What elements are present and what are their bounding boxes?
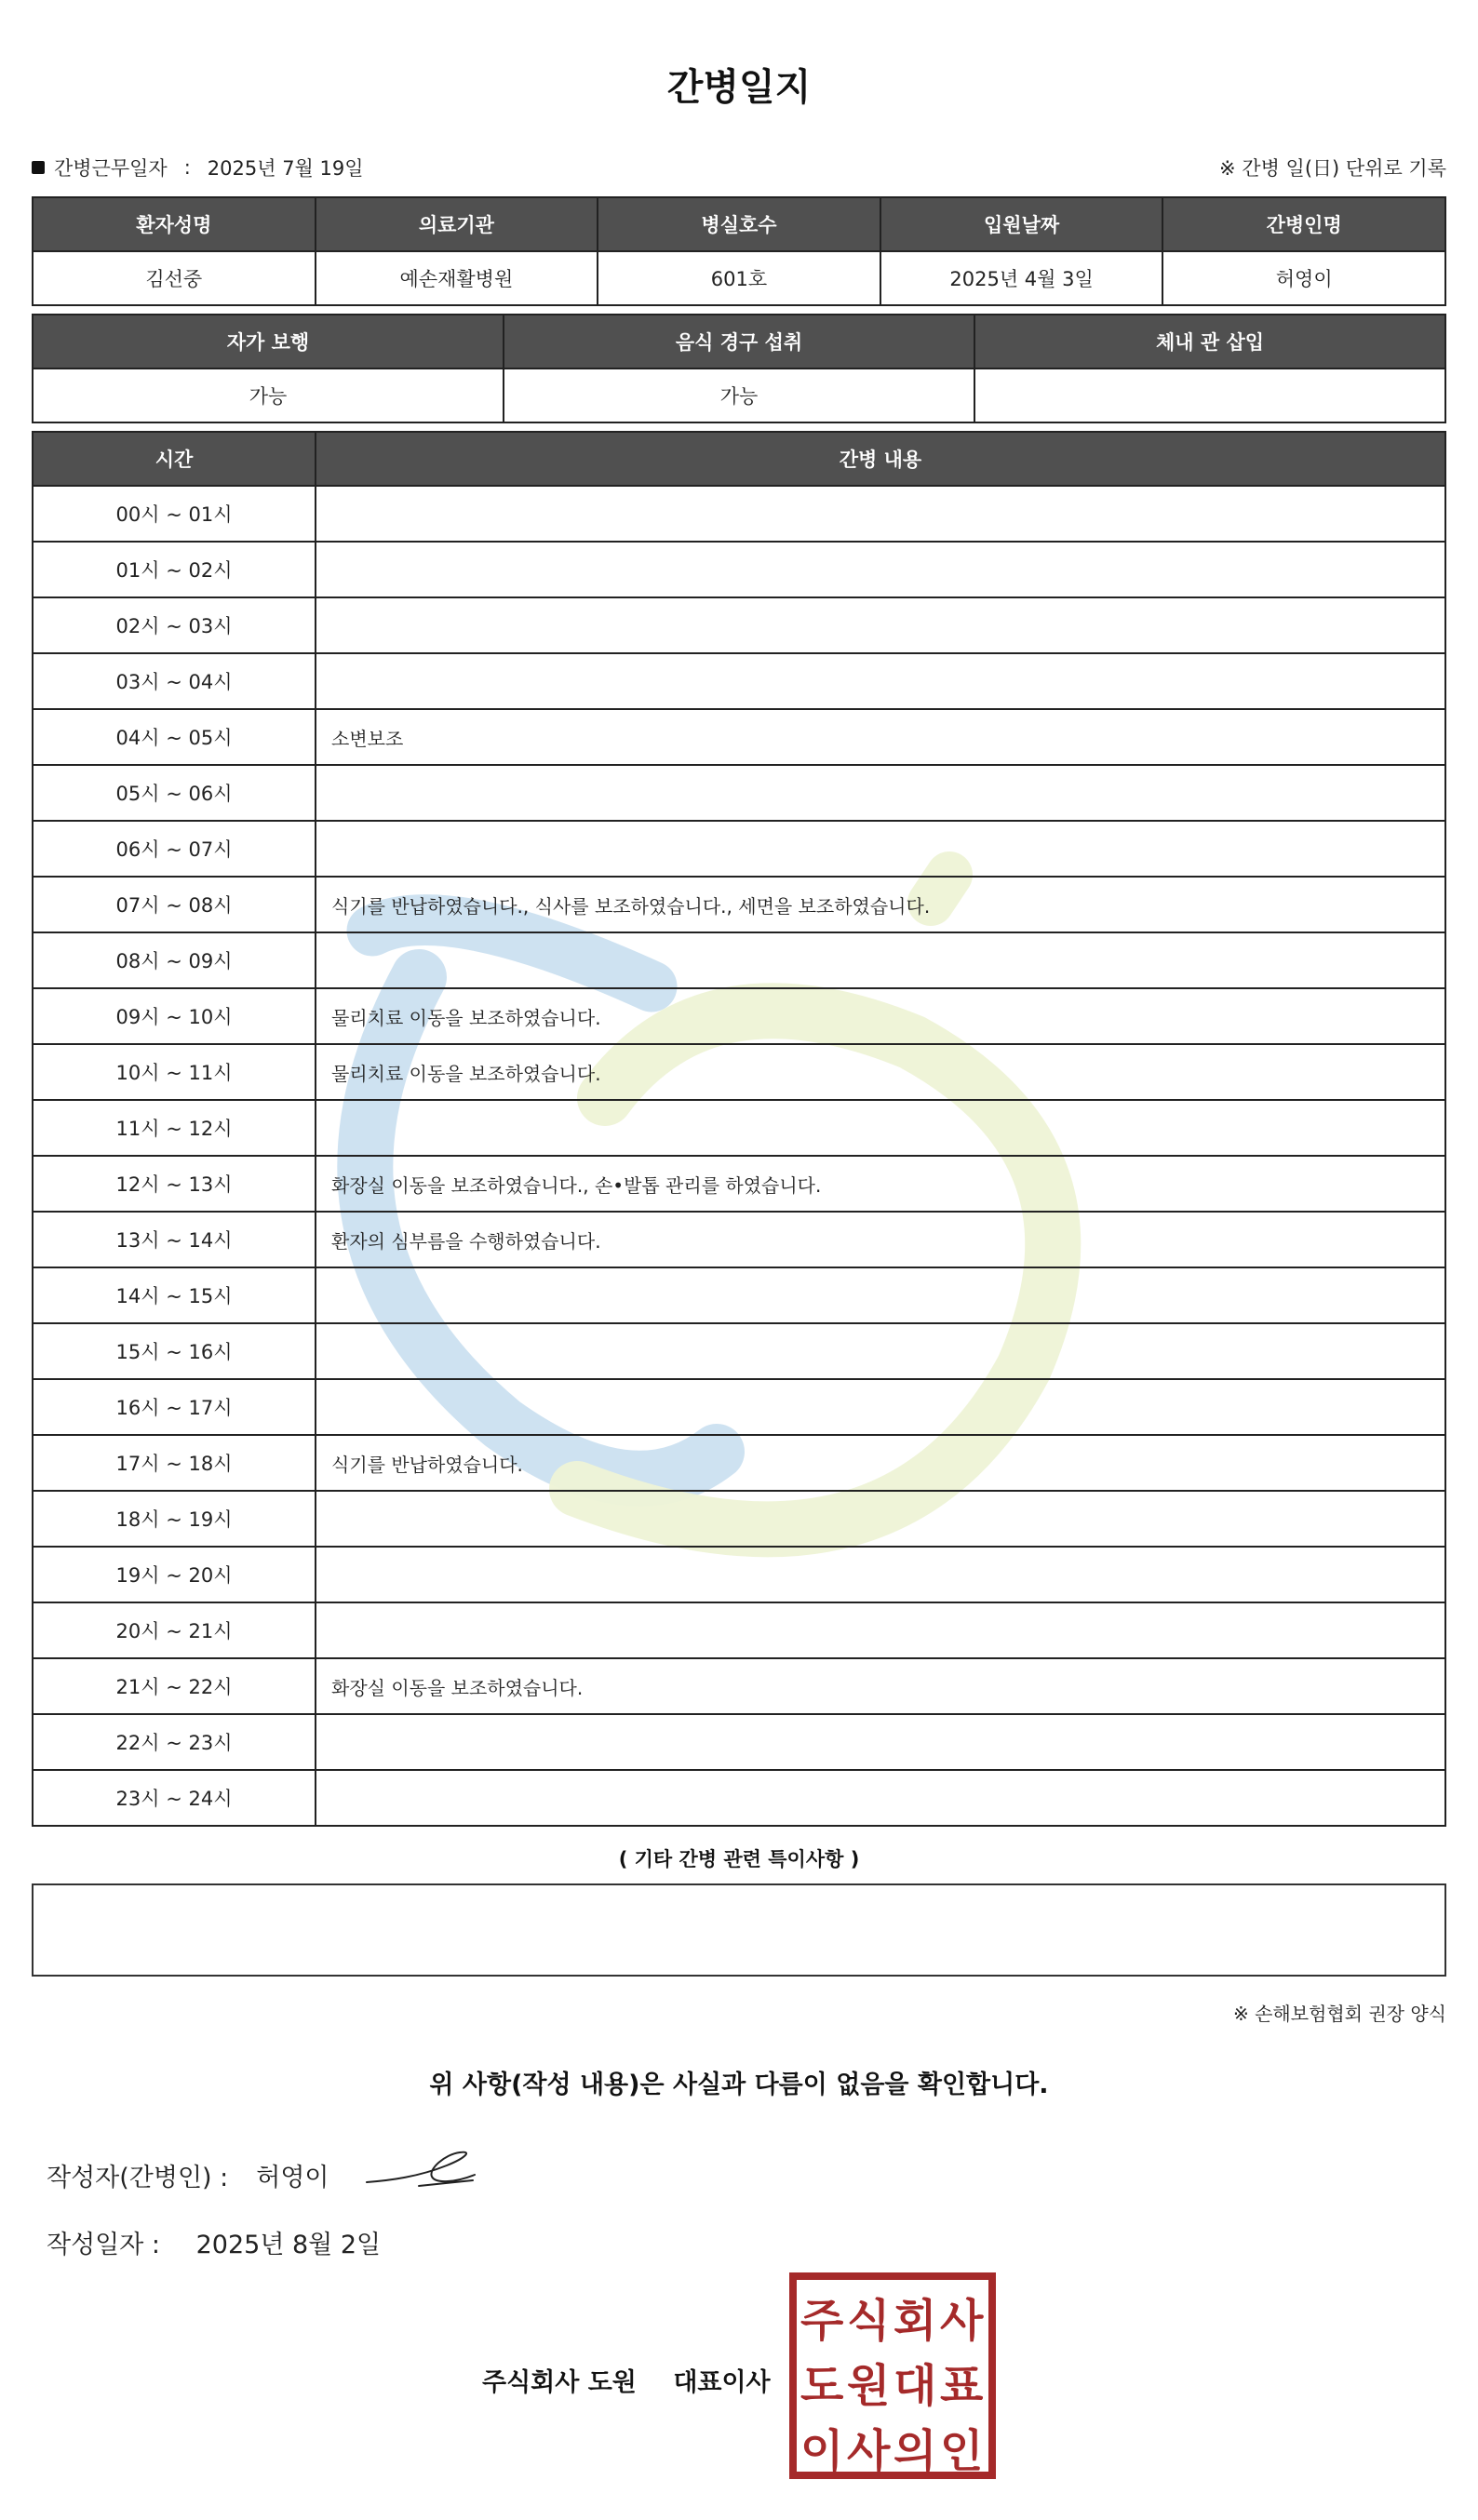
patient-info-value-row	[33, 251, 1445, 305]
care-log-time: 15시 ~ 16시	[33, 1323, 316, 1379]
written-date-value: 2025년 8월 2일	[195, 2231, 382, 2259]
svg-text:도: 도	[800, 2360, 844, 2412]
care-log-time: 05시 ~ 06시	[33, 765, 316, 821]
status-value-row	[33, 369, 1445, 422]
care-log-content	[316, 653, 1445, 709]
care-log-row	[33, 1714, 1445, 1770]
header-care-content: 간병 내용	[316, 432, 1445, 486]
care-log-content	[316, 542, 1445, 597]
header-admission-date: 입원날짜	[880, 197, 1163, 251]
care-log-row	[33, 821, 1445, 877]
care-log-row	[33, 1379, 1445, 1435]
work-date-separator: :	[183, 156, 191, 179]
notes-title: ( 기타 간병 관련 특이사항 )	[618, 1848, 860, 1870]
document-title: 간병일지	[666, 66, 812, 109]
notes-box	[32, 1883, 1446, 1977]
care-log-content	[316, 1491, 1445, 1547]
header-caregiver-name: 간병인명	[1162, 197, 1445, 251]
tube-insertion-value	[974, 369, 1445, 422]
hospital-name: 예손재활병원	[316, 251, 598, 305]
writer-line	[47, 2157, 329, 2193]
writer-name: 허영이	[256, 2164, 329, 2192]
care-log-row	[33, 1323, 1445, 1379]
care-log-time: 22시 ~ 23시	[33, 1714, 316, 1770]
care-log-time: 18시 ~ 19시	[33, 1491, 316, 1547]
care-log-time: 06시 ~ 07시	[33, 821, 316, 877]
care-log-time: 19시 ~ 20시	[33, 1547, 316, 1602]
form-source-note: ※ 손해보험협회 권장 양식	[1232, 2003, 1446, 2025]
care-log-time: 01시 ~ 02시	[33, 542, 316, 597]
status-header-row	[33, 315, 1445, 369]
care-log-time: 11시 ~ 12시	[33, 1100, 316, 1156]
header-oral-intake: 음식 경구 섭취	[504, 315, 974, 369]
company-line	[482, 2362, 771, 2398]
svg-text:회: 회	[894, 2295, 937, 2347]
care-log-row	[33, 988, 1445, 1044]
care-log-content	[316, 1714, 1445, 1770]
care-log-content	[316, 1547, 1445, 1602]
work-date-value: 2025년 7월 19일	[207, 157, 364, 180]
header-self-walking: 자가 보행	[33, 315, 504, 369]
work-date-label: 간병근무일자	[54, 157, 168, 180]
care-log-content	[316, 932, 1445, 988]
record-unit-note: ※ 간병 일(日) 단위로 기록	[1219, 157, 1446, 180]
care-log-row	[33, 1156, 1445, 1212]
care-log-header-row	[33, 432, 1445, 486]
oral-intake-value: 가능	[504, 369, 974, 422]
care-log-time: 00시 ~ 01시	[33, 486, 316, 542]
care-log-time: 13시 ~ 14시	[33, 1212, 316, 1267]
care-log-row	[33, 1491, 1445, 1547]
care-log-content: 물리치료 이동을 보조하였습니다.	[316, 988, 1445, 1044]
svg-text:의: 의	[894, 2425, 937, 2477]
care-log-content	[316, 765, 1445, 821]
care-log-row	[33, 877, 1445, 932]
patient-info-table	[32, 196, 1446, 306]
care-log-time: 04시 ~ 05시	[33, 709, 316, 765]
care-log-row	[33, 653, 1445, 709]
svg-text:표: 표	[940, 2360, 984, 2412]
bullet-square-icon	[32, 161, 45, 174]
admission-date: 2025년 4월 3일	[880, 251, 1163, 305]
written-date-label: 작성일자 :	[47, 2231, 161, 2259]
care-log-content: 환자의 심부름을 수행하였습니다.	[316, 1212, 1445, 1267]
header-room-number: 병실호수	[598, 197, 880, 251]
care-log-row	[33, 1267, 1445, 1323]
care-log-time: 02시 ~ 03시	[33, 597, 316, 653]
care-log-time: 09시 ~ 10시	[33, 988, 316, 1044]
care-log-time: 17시 ~ 18시	[33, 1435, 316, 1491]
svg-text:원: 원	[847, 2360, 891, 2412]
care-log-content	[316, 1100, 1445, 1156]
svg-text:식: 식	[847, 2295, 891, 2347]
company-seal-icon	[787, 2271, 998, 2481]
care-log-time: 12시 ~ 13시	[33, 1156, 316, 1212]
patient-name: 김선중	[33, 251, 316, 305]
care-log-content	[316, 1379, 1445, 1435]
care-log-row	[33, 1547, 1445, 1602]
care-log-row	[33, 765, 1445, 821]
company-name: 주식회사 도원	[482, 2368, 637, 2397]
care-log-content	[316, 597, 1445, 653]
care-log-row	[33, 1770, 1445, 1826]
care-log-row	[33, 597, 1445, 653]
svg-text:사: 사	[940, 2295, 984, 2347]
care-log-row	[33, 542, 1445, 597]
care-log-content: 화장실 이동을 보조하였습니다.	[316, 1658, 1445, 1714]
company-representative-title: 대표이사	[673, 2368, 771, 2397]
care-log-time: 21시 ~ 22시	[33, 1658, 316, 1714]
care-log-content	[316, 821, 1445, 877]
care-log-time: 08시 ~ 09시	[33, 932, 316, 988]
care-log-row	[33, 1100, 1445, 1156]
care-log-content	[316, 1770, 1445, 1826]
care-log-row	[33, 1602, 1445, 1658]
care-log-time: 14시 ~ 15시	[33, 1267, 316, 1323]
care-log-time: 03시 ~ 04시	[33, 653, 316, 709]
confirmation-statement: 위 사항(작성 내용)은 사실과 다름이 없음을 확인합니다.	[429, 2071, 1049, 2099]
care-log-table	[32, 431, 1446, 1827]
care-log-row	[33, 709, 1445, 765]
header-time: 시간	[33, 432, 316, 486]
care-log-content	[316, 1267, 1445, 1323]
care-log-content	[316, 1602, 1445, 1658]
work-date-row	[32, 154, 1446, 181]
header-patient-name: 환자성명	[33, 197, 316, 251]
care-log-row	[33, 1212, 1445, 1267]
header-tube-insertion: 체내 관 삽입	[974, 315, 1445, 369]
care-log-time: 07시 ~ 08시	[33, 877, 316, 932]
patient-info-header-row	[33, 197, 1445, 251]
written-date-line	[47, 2224, 381, 2260]
svg-text:대: 대	[894, 2360, 937, 2412]
care-log-content	[316, 1323, 1445, 1379]
care-log-row	[33, 1435, 1445, 1491]
writer-label: 작성자(간병인) :	[47, 2164, 229, 2192]
care-log-content: 화장실 이동을 보조하였습니다., 손•발톱 관리를 하였습니다.	[316, 1156, 1445, 1212]
patient-status-table	[32, 314, 1446, 423]
svg-text:인: 인	[940, 2425, 984, 2477]
svg-text:이: 이	[800, 2425, 844, 2477]
care-log-time: 16시 ~ 17시	[33, 1379, 316, 1435]
svg-text:주: 주	[800, 2295, 844, 2347]
care-log-time: 10시 ~ 11시	[33, 1044, 316, 1100]
care-log-content: 소변보조	[316, 709, 1445, 765]
care-log-content: 식기를 반납하였습니다., 식사를 보조하였습니다., 세면을 보조하였습니다.	[316, 877, 1445, 932]
room-number: 601호	[598, 251, 880, 305]
header-hospital: 의료기관	[316, 197, 598, 251]
care-log-body	[33, 486, 1445, 1826]
care-log-row	[33, 932, 1445, 988]
care-log-content: 물리치료 이동을 보조하였습니다.	[316, 1044, 1445, 1100]
self-walking-value: 가능	[33, 369, 504, 422]
care-log-row	[33, 1658, 1445, 1714]
care-log-row	[33, 486, 1445, 542]
care-log-content	[316, 486, 1445, 542]
signature-icon	[363, 2145, 484, 2201]
care-log-row	[33, 1044, 1445, 1100]
care-log-time: 23시 ~ 24시	[33, 1770, 316, 1826]
svg-text:사: 사	[847, 2425, 891, 2477]
care-log-content: 식기를 반납하였습니다.	[316, 1435, 1445, 1491]
care-log-time: 20시 ~ 21시	[33, 1602, 316, 1658]
caregiver-name: 허영이	[1162, 251, 1445, 305]
work-date	[32, 154, 364, 181]
